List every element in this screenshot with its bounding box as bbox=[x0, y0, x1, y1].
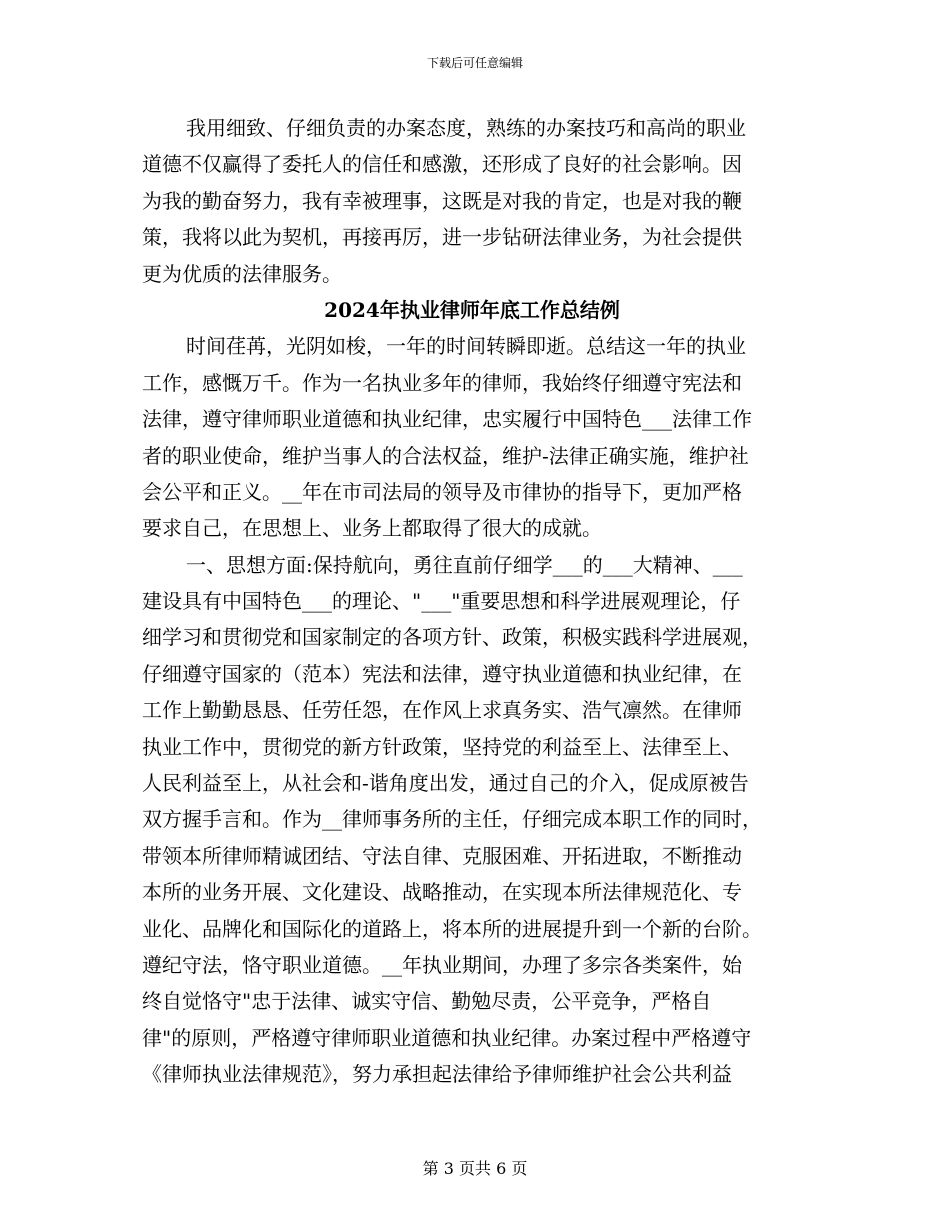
text-line: 仔细遵守国家的（范本）宪法和法律，遵守执业道德和执业纪律，在 bbox=[142, 661, 742, 686]
text-line: 建设具有中国特色___的理论、"___"重要思想和科学进展观理论，仔 bbox=[142, 589, 741, 614]
text-line: 律"的原则，严格遵守律师职业道德和执业纪律。办案过程中严格遵守 bbox=[142, 1025, 752, 1050]
text-line: 《律师执业法律规范》，努力承担起法律给予律师维护社会公共利益 bbox=[142, 1062, 732, 1087]
text-line: 为我的勤奋努力，我有幸被理事，这既是对我的肯定，也是对我的鞭 bbox=[142, 188, 742, 213]
text-line: 细学习和贯彻党和国家制定的各项方针、政策，积极实践科学进展观， bbox=[142, 625, 762, 650]
text-line: 会公平和正义。__年在市司法局的领导及市律协的指导下，更加严格 bbox=[142, 479, 742, 504]
page-footer: 第 3 页共 6 页 bbox=[422, 1159, 528, 1178]
text-line: 执业工作中，贯彻党的新方针政策，坚持党的利益至上、法律至上、 bbox=[142, 734, 742, 759]
text-line: 工作，感慨万千。作为一名执业多年的律师，我始终仔细遵守宪法和 bbox=[142, 370, 742, 395]
text-line: 本所的业务开展、文化建设、战略推动，在实现本所法律规范化、专 bbox=[142, 880, 742, 905]
text-line: 终自觉恪守"忠于法律、诚实守信、勤勉尽责，公平竞争，严格自 bbox=[142, 989, 712, 1014]
text-line: 遵纪守法，恪守职业道德。__年执业期间，办理了多宗各类案件，始 bbox=[142, 952, 742, 977]
document-body bbox=[142, 110, 802, 1093]
page-header: 下载后可任意编辑 bbox=[426, 56, 523, 70]
text-line: 更为优质的法律服务。 bbox=[142, 261, 342, 286]
text-line: 策，我将以此为契机，再接再厉，进一步钻研法律业务，为社会提供 bbox=[142, 225, 742, 250]
text-line: 一、思想方面:保持航向，勇往直前仔细学___的___大精神、___ bbox=[186, 552, 743, 577]
text-line: 时间荏苒，光阴如梭，一年的时间转瞬即逝。总结这一年的执业 bbox=[186, 334, 746, 359]
text-line: 要求自己，在思想上、业务上都取得了很大的成就。 bbox=[142, 516, 602, 541]
text-line: 双方握手言和。作为__律师事务所的主任，仔细完成本职工作的同时， bbox=[142, 807, 762, 832]
text-line: 人民利益至上，从社会和-谐角度出发，通过自己的介入，促成原被告 bbox=[142, 771, 749, 796]
text-line: 工作上勤勤恳恳、任劳任怨，在作风上求真务实、浩气凛然。在律师 bbox=[142, 698, 742, 723]
section-title: 2024年执业律师年底工作总结例 bbox=[324, 297, 620, 322]
text-line: 道德不仅赢得了委托人的信任和感激，还形成了良好的社会影响。因 bbox=[142, 152, 742, 177]
text-line: 我用细致、仔细负责的办案态度，熟练的办案技巧和高尚的职业 bbox=[186, 116, 746, 140]
text-line: 法律，遵守律师职业道德和执业纪律，忠实履行中国特色___法律工作 bbox=[142, 407, 752, 432]
text-line: 业化、品牌化和国际化的道路上，将本所的进展提升到一个新的台阶。 bbox=[142, 916, 762, 941]
text-line: 带领本所律师精诚团结、守法自律、克服困难、开拓进取，不断推动 bbox=[142, 843, 742, 868]
text-line: 者的职业使命，维护当事人的合法权益，维护-法律正确实施，维护社 bbox=[142, 443, 749, 468]
